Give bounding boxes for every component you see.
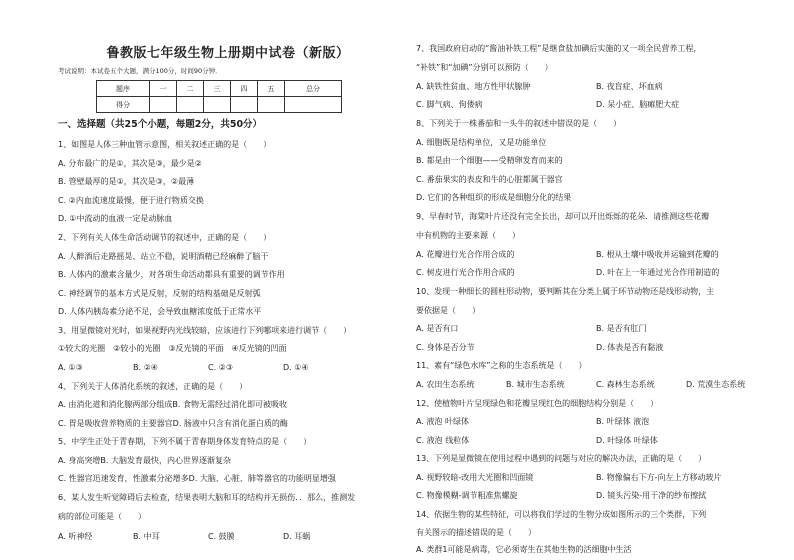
option-c: C. ②③ — [208, 363, 234, 372]
option-d: D. 荒漠生态系统 — [686, 380, 746, 389]
score-cell[interactable] — [204, 97, 231, 113]
question-line: ①较大的光圈 ②较小的光圈 ③反光镜的平面 ④反光镜的凹面 — [58, 344, 287, 353]
option-c: C. 液泡 线粒体 — [416, 436, 470, 445]
option-b: B. 叶绿体 液泡 — [596, 417, 650, 426]
question-line: B. 管壁最厚的是①，其次是③，②最薄 — [58, 177, 195, 186]
score-table-row — [97, 97, 342, 113]
question-line: C. 番茄果实的表皮和牛的心脏都属于器官 — [416, 175, 563, 184]
question-line: 7、我国政府启动的“酱油补铁工程”是继食盐加碘后实施的又一项全民营养工程， — [416, 44, 702, 53]
option-a: A. 缺铁性贫血、地方性甲状腺肿 — [416, 82, 531, 91]
option-c: C. 脚气病、佝偻病 — [416, 100, 483, 109]
question-line: A. 类群1可能是病毒，它必须寄生在其他生物的活细胞中生活 — [416, 545, 632, 554]
question-line: D. 人体内胰岛素分泌不足，会导致血糖浓度低于正常水平 — [58, 307, 262, 316]
option-b: B. ②④ — [133, 363, 158, 372]
question-line: 12、使植物叶片呈现绿色和花瓣呈现红色的细胞结构分别是（ ） — [416, 399, 659, 408]
option-d: D. 叶绿体 叶绿体 — [596, 436, 658, 445]
option-a: A. 农田生态系统 — [416, 380, 475, 389]
option-a: A. 花瓣进行光合作用合成的 — [416, 250, 515, 259]
question-line: 10、发现一种细长的圆柱形动物，要判断其在分类上属于环节动物还是线形动物，主 — [416, 287, 715, 296]
question-line: A. 身高突增B. 大脑发育最快，内心世界逐渐复杂 — [58, 456, 231, 465]
option-d: D. 体表是否有黏液 — [596, 343, 664, 352]
option-b: B. 中耳 — [133, 532, 160, 541]
question-line: C. 性器官迅速发育，性激素分泌增多D. 大脑、心脏、肺等器官的功能明显增强 — [58, 474, 336, 483]
question-line: A. 细胞既是结构单位，又是功能单位 — [416, 138, 547, 147]
question-line: 4、下列关于人体消化系统的叙述，正确的是（ ） — [58, 382, 248, 391]
question-line: 有关图示的描述错误的是（ ） — [416, 528, 536, 537]
question-line: D. 它们的各种组织的形成是细胞分化的结果 — [416, 193, 572, 202]
option-d: D. ①④ — [283, 363, 309, 372]
score-table — [96, 80, 342, 113]
option-c: C. 鼓膜 — [208, 532, 235, 541]
question-line: 8、下列关于一株番茄和一头牛的叙述中错误的是（ ） — [416, 119, 622, 128]
score-header-cell: 三 — [204, 81, 231, 97]
option-b: B. 城市生态系统 — [506, 380, 565, 389]
question-line: 要依据是（ ） — [416, 306, 480, 315]
option-b: B. 是否有肛门 — [596, 324, 647, 333]
score-header-cell: 四 — [231, 81, 258, 97]
option-a: A. 视野较暗-改用大光圈和凹面镜 — [416, 473, 534, 482]
score-header-cell: 总分 — [285, 81, 342, 97]
question-line: 3、用显微镜对光时，如果视野内光线较暗，应该进行下列哪项来进行调节（ ） — [58, 326, 352, 335]
option-b: B. 夜盲症、坏血病 — [596, 82, 663, 91]
option-b: B. 物像偏右下方-向左上方移动玻片 — [596, 473, 722, 482]
score-cell[interactable] — [258, 97, 285, 113]
option-a: A. ①③ — [58, 363, 83, 372]
score-header-cell: 一 — [150, 81, 177, 97]
score-table-header-row — [97, 81, 342, 97]
question-line: A. 分布最广的是①，其次是③，最少是② — [58, 159, 202, 168]
option-a: A. 液泡 叶绿体 — [416, 417, 469, 426]
question-line: C. 神经调节的基本方式是反射，反射的结构基础是反射弧 — [58, 289, 261, 298]
score-header-cell: 题序 — [97, 81, 150, 97]
option-d: D. 耳蜗 — [283, 532, 311, 541]
question-line: B. 人体内的激素含量少，对各项生命活动都具有重要的调节作用 — [58, 270, 285, 279]
question-line: D. ①中流动的血液一定是动脉血 — [58, 214, 173, 223]
question-line: “补铁”和“加碘”分别可以预防（ ） — [416, 63, 553, 72]
option-c: C. 森林生态系统 — [596, 380, 655, 389]
score-header-cell: 五 — [258, 81, 285, 97]
score-cell[interactable] — [231, 97, 258, 113]
question-line: A. 人醉酒后走路摇晃、站立不稳，说明酒精已经麻醉了脑干 — [58, 252, 269, 261]
exam-instructions: 考试说明：本试卷五个大题，满分100分，时间90分钟． — [58, 67, 222, 75]
option-b: B. 根从土壤中吸收并运输到花瓣的 — [596, 250, 719, 259]
option-d: D. 呆小症、脑瘫肥大症 — [596, 100, 680, 109]
question-line: 2、下列有关人体生命活动调节的叙述中，正确的是（ ） — [58, 233, 272, 242]
option-c: C. 树皮进行光合作用合成的 — [416, 268, 515, 277]
question-line: C. ②内血流速度最慢，便于进行物质交换 — [58, 196, 204, 205]
question-line: 中有机物的主要来源（ ） — [416, 231, 520, 240]
question-line: 11、素有“绿色水库”之称的生态系统是（ ） — [416, 361, 587, 370]
section-title: 一、选择题（共25个小题，每题2分，共50分） — [58, 119, 263, 130]
question-line: 1、如图是人体三种血管示意图，相关叙述正确的是（ ） — [58, 140, 272, 149]
question-line: 病的部位可能是（ ） — [58, 512, 146, 521]
score-row-label: 得分 — [97, 97, 150, 113]
question-line: B. 都是由一个细胞——受精卵发育而来的 — [416, 156, 563, 165]
score-header-cell: 二 — [177, 81, 204, 97]
option-d: D. 镜头污染-用干净的纱布擦拭 — [596, 491, 707, 500]
question-line: 13、下列是显微镜在使用过程中遇到的问题与对应的解决办法，正确的是（ ） — [416, 454, 707, 463]
score-cell[interactable] — [150, 97, 177, 113]
option-c: C. 物像模糊-调节粗准焦螺旋 — [416, 491, 518, 500]
question-line: 14、依据生物的某些特征，可以将我们学过的生物分成如图所示的三个类群，下列 — [416, 510, 707, 519]
question-line: 6、某人发生听觉障碍后去检查，结果表明大脑和耳的结构并无损伤．．那么，推测发 — [58, 493, 356, 502]
page-title: 鲁教版七年级生物上册期中试卷（新版） — [106, 46, 350, 61]
option-c: C. 身体是否分节 — [416, 343, 475, 352]
option-a: A. 听神经 — [58, 532, 93, 541]
question-line: C. 胃是吸收营养物质的主要器官D. 肠液中只含有消化蛋白质的酶 — [58, 419, 288, 428]
question-line: 9、早春时节，海棠叶片还没有完全长出，却可以开出烁烁的花朵．请推测这些花瓣 — [416, 212, 710, 221]
option-d: D. 叶在上一年通过光合作用制造的 — [596, 268, 720, 277]
question-line: 5、中学生正处于青春期，下列不属于青春期身体发育特点的是（ ） — [58, 437, 312, 446]
option-a: A. 是否有口 — [416, 324, 459, 333]
score-cell[interactable] — [177, 97, 204, 113]
score-cell[interactable] — [285, 97, 342, 113]
question-line: A. 由消化道和消化腺两部分组成B. 食物无需经过消化即可被吸收 — [58, 400, 287, 409]
